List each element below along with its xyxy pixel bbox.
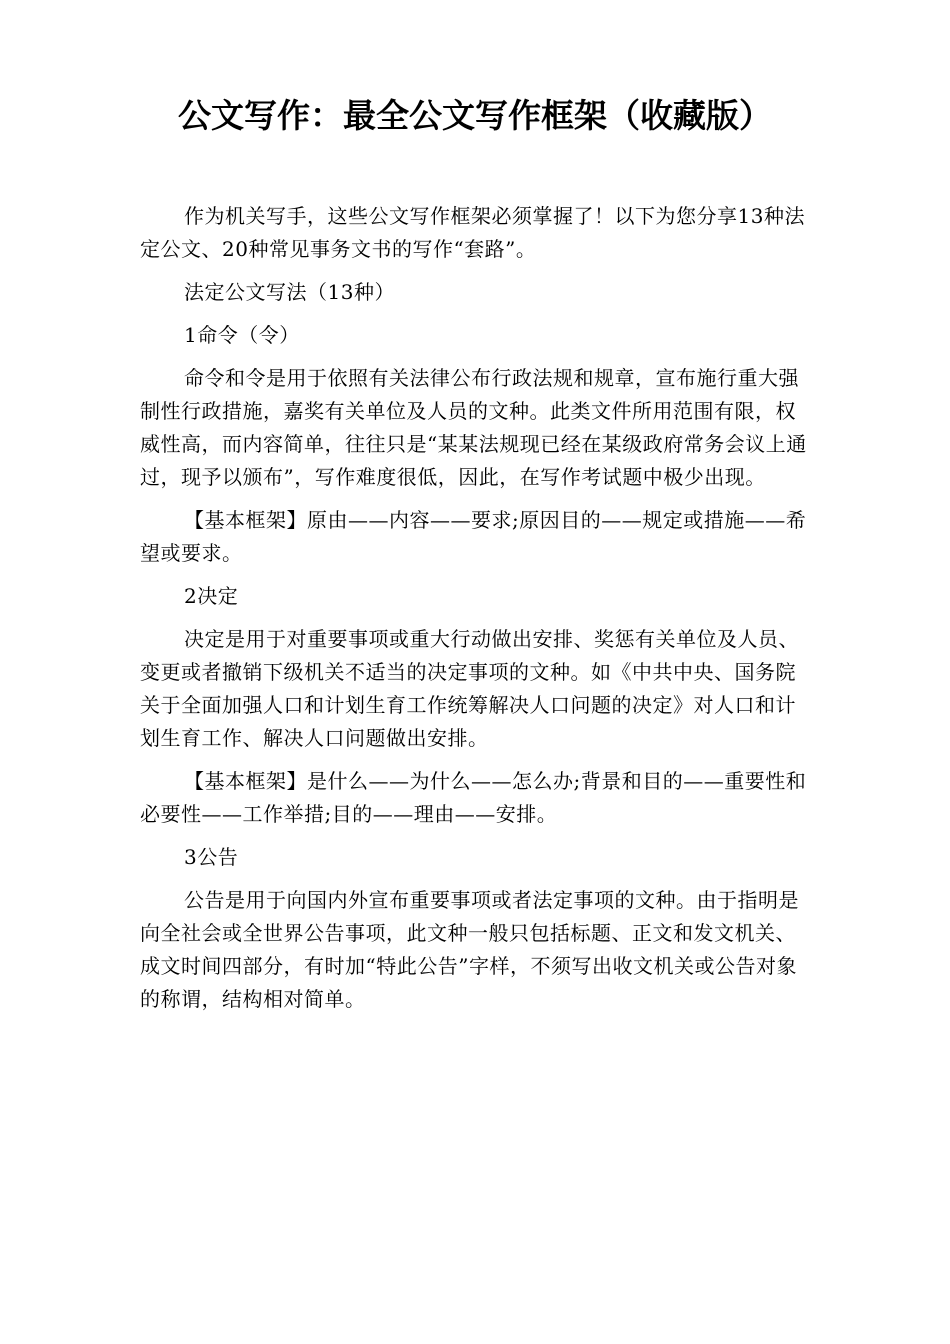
- document-title: 公文写作：最全公文写作框架（收藏版）: [178, 96, 772, 135]
- subheading-announcement: 3公告: [184, 845, 239, 869]
- announcement-description: 公告是用于向国内外宣布重要事项或者法定事项的文种。由于指明是向全社会或全世界公告事项，此文种一般只包括标题、正文和发文机关、成文时间四部分，有时加“特此公告”字样，不须写出收文机关或公告对象的称谓，结构相对简单。: [140, 888, 799, 1011]
- document-body: [140, 200, 816, 1026]
- command-framework: 【基本框架】原由——内容——要求;原因目的——规定或措施——希望或要求。: [140, 508, 807, 565]
- decision-description: 决定是用于对重要事项或重大行动做出安排、奖惩有关单位及人员、变更或者撤销下级机关不适当的决定事项的文种。如《中共中央、国务院关于全面加强人口和计划生育工作统筹解决人口问题的决定》对人口和计划生育工作、解决人口问题做出安排。: [140, 627, 799, 750]
- decision-framework: 【基本框架】是什么——为什么——怎么办;背景和目的——重要性和必要性——工作举措;目的——理由——安排。: [140, 769, 807, 826]
- command-description: 命令和令是用于依照有关法律公布行政法规和规章，宣布施行重大强制性行政措施，嘉奖有关单位及人员的文种。此类文件所用范围有限，权威性高，而内容简单，往往只是“某某法规现已经在某级政府常务会议上通过，现予以颁布”，写作难度很低，因此，在写作考试题中极少出现。: [140, 366, 807, 489]
- subheading-command: 1命令（令）: [184, 323, 300, 347]
- intro-paragraph: 作为机关写手，这些公文写作框架必须掌握了！以下为您分享13种法定公文、20种常见事务文书的写作“套路”。: [140, 204, 805, 261]
- section-heading-legal-documents: 法定公文写法（13种）: [184, 280, 395, 304]
- subheading-decision: 2决定: [184, 584, 239, 608]
